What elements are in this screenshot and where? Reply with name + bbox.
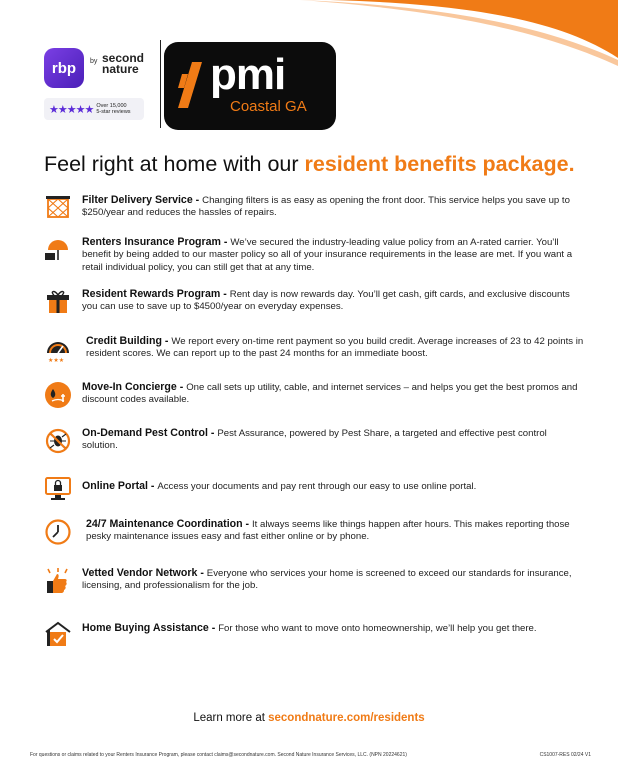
benefit-title: Move-In Concierge -	[82, 381, 187, 393]
benefit-description: Access your documents and pay rent through our easy to use online portal.	[157, 481, 477, 492]
learn-more-link[interactable]: secondnature.com/residents	[268, 712, 425, 724]
footer-code: CS1007-RES 02/24 V1	[539, 752, 591, 758]
umbrella-icon	[44, 236, 72, 264]
benefit-text	[86, 335, 586, 361]
pmi-logo	[164, 42, 336, 130]
benefit-description: We report every on-time rent payment so you build credit. Average increases of 23 to 42 points in resident scores. We can report up to the past 24 months for an immediate boost.	[86, 336, 584, 360]
benefit-text	[86, 518, 586, 544]
headline-lead: Feel right at home with our	[44, 152, 305, 176]
house-check-icon	[44, 620, 72, 648]
reviews-text	[96, 103, 130, 115]
benefit-description: Pest Assurance, powered by Pest Share, a targeted and effective pest control solution.	[82, 428, 547, 452]
benefit-description: Changing filters is as easy as opening the front door. This service helps you save up to $250/year and reduces the hassles of repairs.	[82, 195, 570, 219]
benefit-text	[82, 381, 582, 407]
logo-area	[44, 40, 344, 132]
rbp-by-text: by	[90, 58, 98, 65]
benefit-text	[82, 622, 582, 635]
benefit-title: Home Buying Assistance -	[82, 622, 219, 634]
benefit-description: For those who want to move onto homeownership, we’ll help you get there.	[218, 623, 537, 634]
benefit-title: 24/7 Maintenance Coordination -	[86, 518, 252, 530]
gauge-icon	[44, 335, 72, 363]
no-pest-icon	[44, 427, 72, 455]
benefit-description: One call sets up utility, cable, and internet services – and helps you get the best promos and discount codes available.	[82, 382, 578, 406]
benefit-text	[82, 427, 582, 453]
svg-text:★★★: ★★★	[48, 357, 65, 363]
pmi-wordmark: pmi	[210, 50, 286, 99]
clock-icon	[44, 518, 72, 546]
headline-highlight: resident benefits package.	[304, 152, 575, 176]
pmi-location: Coastal GA	[230, 98, 307, 115]
page-headline	[44, 152, 575, 177]
gift-icon	[44, 288, 72, 316]
rbp-logo	[44, 48, 84, 88]
utilities-icon	[44, 381, 72, 409]
second-nature-brand: second nature	[102, 51, 145, 76]
star-rating-icon: ★★★★★	[49, 103, 94, 116]
benefit-title: On-Demand Pest Control -	[82, 427, 218, 439]
reviews-badge	[44, 98, 144, 120]
pmi-mark-icon	[178, 62, 202, 108]
benefit-title: Online Portal -	[82, 480, 158, 492]
benefit-description: Everyone who services your home is screened to exceed our standards for insurance, licensing, and professionalism for the job.	[82, 568, 572, 592]
benefit-title: Renters Insurance Program -	[82, 236, 231, 248]
reviews-label: 5-star reviews	[96, 109, 131, 115]
benefit-title: Filter Delivery Service -	[82, 194, 203, 206]
footer-disclaimer: For questions or claims related to your Renters Insurance Program, please contact claims@secondnature.com. Second Nature Insurance Services, LLC. (NPN 20224621)	[30, 752, 407, 758]
reviews-count: Over 15,000	[96, 103, 127, 109]
learn-more-lead: Learn more at	[193, 712, 269, 724]
thumbs-up-icon	[44, 567, 72, 595]
benefit-description: It always seems like things happen after hours. This makes reporting those pesky maintenance issues easy and fast either online or by phone.	[86, 519, 570, 543]
benefit-text	[82, 236, 582, 274]
benefit-text	[82, 567, 582, 593]
benefit-text	[82, 480, 582, 493]
benefit-text	[82, 194, 582, 220]
benefit-title: Resident Rewards Program -	[82, 288, 230, 300]
logo-divider	[160, 40, 161, 128]
benefit-description: Rent day is now rewards day. You’ll get cash, gift cards, and exclusive discounts you can use to save up to $4500/year on everyday expenses.	[82, 289, 570, 313]
benefit-title: Credit Building -	[86, 335, 172, 347]
learn-more	[0, 712, 618, 724]
benefit-description: We’ve secured the industry-leading value policy from an A-rated carrier. You’ll benefit by being added to our master policy so all of your insurance requirements in the lease are met. If you want a retail individual policy, you can still get that at any time.	[82, 237, 573, 273]
benefit-title: Vetted Vendor Network -	[82, 567, 207, 579]
filter-icon	[44, 194, 72, 222]
benefit-text	[82, 288, 582, 314]
monitor-lock-icon	[44, 474, 72, 502]
rbp-logo-text: rbp	[51, 59, 77, 77]
